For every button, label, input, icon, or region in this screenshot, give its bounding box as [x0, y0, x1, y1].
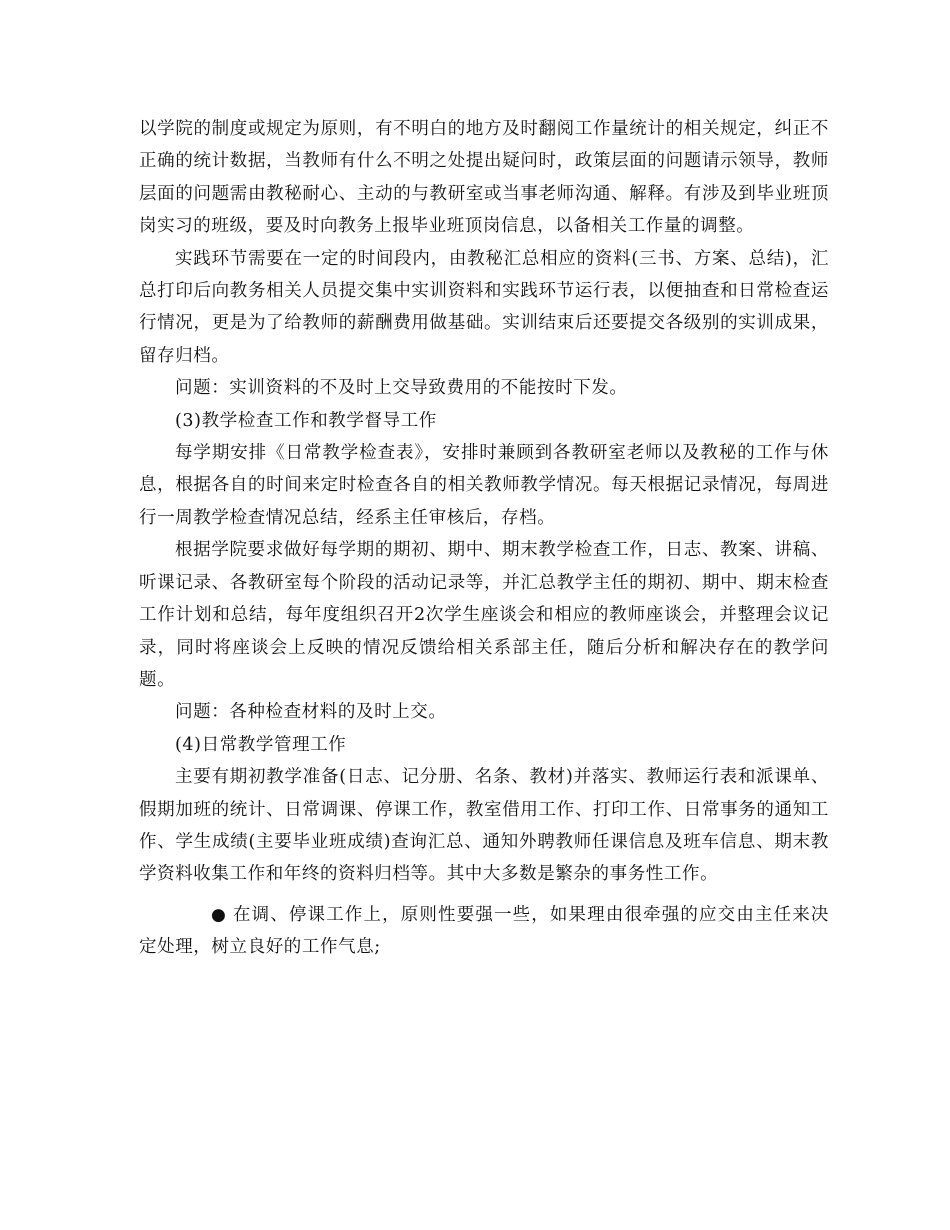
paragraph-inspection-requirements: 根据学院要求做好每学期的期初、期中、期末教学检查工作，日志、教案、讲稿、听课记录、各教研室每个阶段的活动记录等，并汇总教学主任的期初、期中、期末检查工作计划和总结，每年度组织召开2次学生座谈会和相应的教师座谈会，并整理会议记录，同时将座谈会上反映的情况反馈给相关系部主任，随后分析和解决存在的教学问题。	[139, 540, 829, 690]
paragraph-workload-rules: 以学院的制度或规定为原则，有不明白的地方及时翻阅工作量统计的相关规定，纠正不正确的统计数据，当教师有什么不明之处提出疑问时，政策层面的问题请示领导，教师层面的问题需由教秘耐心、主动的与教研室或当事老师沟通、解释。有涉及到毕业班顶岗实习的班级，要及时向教务上报毕业班顶岗信息，以备相关工作量的调整。	[139, 119, 829, 237]
bullet-icon: ●	[211, 904, 227, 925]
heading-teaching-inspection: (3)教学检查工作和教学督导工作	[175, 410, 437, 431]
heading-daily-management: (4)日常教学管理工作	[175, 734, 347, 755]
paragraph-practice-materials: 实践环节需要在一定的时间段内，由教秘汇总相应的资料(三书、方案、总结)，汇总打印后向教务相关人员提交集中实训资料和实践环节运行表，以便抽查和日常检查运行情况，更是为了给教师的薪酬费用做基础。实训结束后还要提交各级别的实训成果，留存归档。	[139, 248, 829, 366]
bullet-item	[139, 899, 829, 964]
paragraph-problem-inspection: 问题：各种检查材料的及时上交。	[175, 702, 447, 723]
paragraph-daily-management: 主要有期初教学准备(日志、记分册、名条、教材)并落实、教师运行表和派课单、假期加班的统计、日常调课、停课工作，教室借用工作、打印工作、日常事务的通知工作、学生成绩(主要毕业班成绩)查询汇总、通知外聘教师任课信息及班车信息、期末教学资料收集工作和年终的资料归档等。其中大多数是繁杂的事务性工作。	[139, 767, 829, 885]
document-body	[139, 113, 829, 964]
paragraph-inspection-schedule: 每学期安排《日常教学检查表》，安排时兼顾到各教研室老师以及教秘的工作与休息，根据各自的时间来定时检查各自的相关教师教学情况。每天根据记录情况，每周进行一周教学检查情况总结，经系主任审核后，存档。	[139, 443, 829, 528]
paragraph-problem-training: 问题：实训资料的不及时上交导致费用的不能按时下发。	[175, 378, 628, 399]
bullet-text: 在调、停课工作上，原则性要强一些，如果理由很牵强的应交由主任来决定处理，树立良好的工作气息;	[139, 904, 829, 958]
